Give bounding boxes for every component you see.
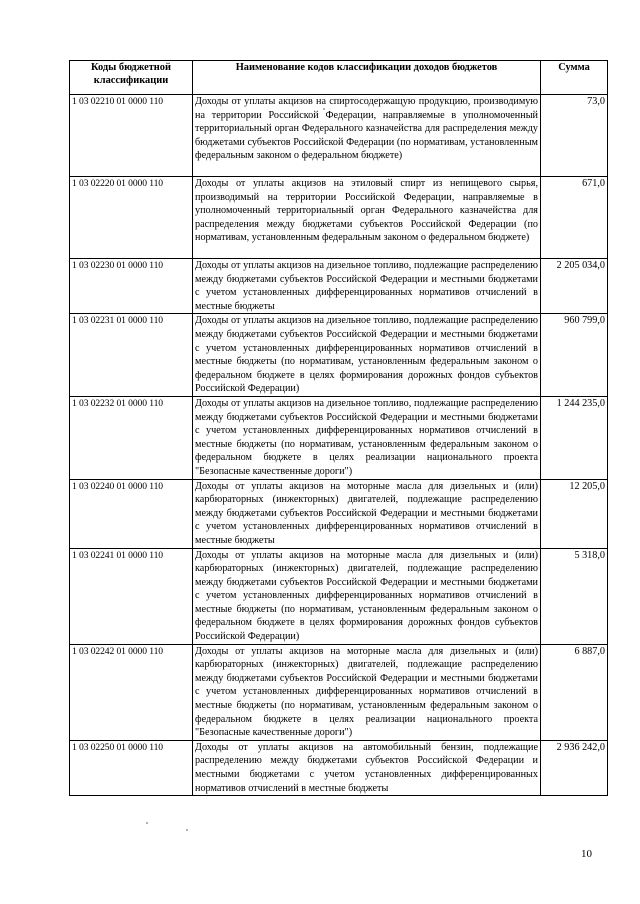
row-code: 1 03 02230 01 0000 110 xyxy=(70,259,193,314)
row-code: 1 03 02232 01 0000 110 xyxy=(70,396,193,479)
row-sum: 2 205 034,0 xyxy=(541,259,608,314)
row-sum: 1 244 235,0 xyxy=(541,396,608,479)
row-code: 1 03 02220 01 0000 110 xyxy=(70,177,193,259)
table-row xyxy=(70,396,608,479)
row-sum: 73,0 xyxy=(541,95,608,177)
table-row xyxy=(70,259,608,314)
row-name: Доходы от уплаты акцизов на этиловый спирт из непищевого сырья, производимый на территории Российской Федерации, направляемые в уполномоченный территориальный орган Федерального казначейства для распределения между бюджетами субъектов Российской Федерации (по нормативам, установленным федеральным законом о федеральном бюджете) xyxy=(193,177,541,259)
row-code: 1 03 02210 01 0000 110 xyxy=(70,95,193,177)
row-sum: 960 799,0 xyxy=(541,314,608,397)
table-row xyxy=(70,740,608,795)
row-code: 1 03 02242 01 0000 110 xyxy=(70,644,193,740)
row-name: Доходы от уплаты акцизов на дизельное топливо, подлежащие распределению между бюджетами субъектов Российской Федерации и местными бюджетами с учетом установленных дифференцированных нормативов отчислений в местные бюджеты xyxy=(193,259,541,314)
scan-speck xyxy=(146,822,148,824)
table-row xyxy=(70,177,608,259)
table-row xyxy=(70,479,608,548)
header-codes: Коды бюджетной классификации xyxy=(70,61,193,95)
table-row xyxy=(70,95,608,177)
row-name: Доходы от уплаты акцизов на моторные масла для дизельных и (или) карбюраторных (инжекторных) двигателей, подлежащие распределению между бюджетами субъектов Российской Федерации и местными бюджетами с учетом установленных дифференцированных нормативов отчислений в местные бюджеты xyxy=(193,479,541,548)
row-sum: 671,0 xyxy=(541,177,608,259)
table-row xyxy=(70,644,608,740)
table-row xyxy=(70,548,608,644)
row-code: 1 03 02240 01 0000 110 xyxy=(70,479,193,548)
row-code: 1 03 02250 01 0000 110 xyxy=(70,740,193,795)
row-code: 1 03 02231 01 0000 110 xyxy=(70,314,193,397)
header-name: Наименование кодов классификации доходов бюджетов xyxy=(193,61,541,95)
row-name: Доходы от уплаты акцизов на моторные масла для дизельных и (или) карбюраторных (инжекторных) двигателей, подлежащие распределению между бюджетами субъектов Российской Федерации и местными бюджетами с учетом установленных дифференцированных нормативов отчислений в местные бюджеты (по нормативам, установленным федеральным законом о федеральном бюджете в целях формирования дорожных фондов субъектов Российской Федерации) xyxy=(193,548,541,644)
row-sum: 5 318,0 xyxy=(541,548,608,644)
row-name: Доходы от уплаты акцизов на спиртосодержащую продукцию, производимую на территории Российской Федерации, направляемые в уполномоченный территориальный орган Федерального казначейства для распределения между бюджетами субъектов Российской Федерации (по нормативам, установленным федеральным законом о федеральном бюджете) xyxy=(193,95,541,177)
row-sum: 6 887,0 xyxy=(541,644,608,740)
scan-speck xyxy=(186,829,188,831)
row-name: Доходы от уплаты акцизов на дизельное топливо, подлежащие распределению между бюджетами субъектов Российской Федерации и местными бюджетами с учетом установленных дифференцированных нормативов отчислений в местные бюджеты (по нормативам, установленным федеральным законом о федеральном бюджете в целях реализации национального проекта "Безопасные качественные дороги") xyxy=(193,396,541,479)
table-row xyxy=(70,314,608,397)
budget-revenue-table xyxy=(69,60,608,796)
row-sum: 2 936 242,0 xyxy=(541,740,608,795)
row-name: Доходы от уплаты акцизов на дизельное топливо, подлежащие распределению между бюджетами субъектов Российской Федерации и местными бюджетами с учетом установленных дифференцированных нормативов отчислений в местные бюджеты (по нормативам, установленным федеральным законом о федеральном бюджете в целях формирования дорожных фондов субъектов Российской Федерации) xyxy=(193,314,541,397)
row-code: 1 03 02241 01 0000 110 xyxy=(70,548,193,644)
header-sum: Сумма xyxy=(541,61,608,95)
scan-speck xyxy=(323,108,325,110)
table-header-row xyxy=(70,61,608,95)
row-name: Доходы от уплаты акцизов на автомобильный бензин, подлежащие распределению между бюджетами субъектов Российской Федерации и местными бюджетами с учетом установленных дифференцированных нормативов отчислений в местные бюджеты xyxy=(193,740,541,795)
row-sum: 12 205,0 xyxy=(541,479,608,548)
row-name: Доходы от уплаты акцизов на моторные масла для дизельных и (или) карбюраторных (инжекторных) двигателей, подлежащие распределению между бюджетами субъектов Российской Федерации и местными бюджетами с учетом установленных дифференцированных нормативов отчислений в местные бюджеты (по нормативам, установленным федеральным законом о федеральном бюджете в целях реализации национального проекта "Безопасные качественные дороги") xyxy=(193,644,541,740)
page-number: 10 xyxy=(581,848,592,860)
